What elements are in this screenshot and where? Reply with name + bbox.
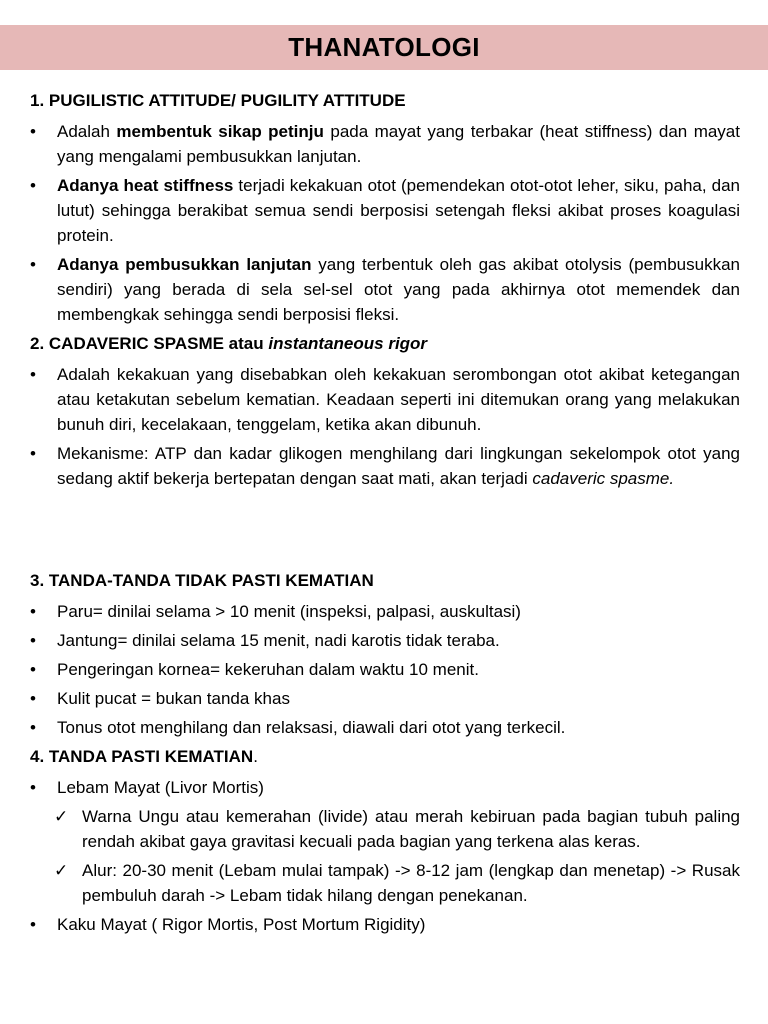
s2-b2-italic: cadaveric spasme. bbox=[532, 469, 675, 488]
list-item bbox=[30, 912, 740, 937]
s3-item-text: Tonus otot menghilang dan relaksasi, diawali dari otot yang terkecil. bbox=[57, 718, 566, 737]
s4-item2-text: Kaku Mayat ( Rigor Mortis, Post Mortum Rigidity) bbox=[57, 915, 426, 934]
list-item bbox=[30, 441, 740, 491]
page-title: THANATOLOGI bbox=[288, 32, 480, 62]
bullet-icon: • bbox=[30, 631, 36, 650]
s3-item-text: Paru= dinilai selama > 10 menit (inspeksi, palpasi, auskultasi) bbox=[57, 602, 521, 621]
s4-item1-text: Lebam Mayat (Livor Mortis) bbox=[57, 778, 264, 797]
s2-heading-pre: 2. CADAVERIC SPASME atau bbox=[30, 334, 269, 353]
spacer bbox=[30, 495, 740, 568]
list-item bbox=[30, 686, 740, 711]
s1-b3-post: yang terbentuk oleh gas akibat otolysis (pembusukkan sendiri) yang berada di sela sel-sel otot yang pada akhirnya otot memendek dan membengkak sehingga sendi berposisi fleksi. bbox=[57, 255, 740, 324]
s1-b1-post: pada mayat yang terbakar (heat stiffness) dan mayat yang mengalami pembusukkan lanjutan. bbox=[57, 122, 740, 166]
section-2-heading bbox=[30, 331, 740, 356]
bullet-icon: • bbox=[30, 122, 36, 141]
checkmark-icon: ✓ bbox=[54, 861, 69, 880]
s1-b1-bold: membentuk sikap petinju bbox=[116, 122, 324, 141]
bullet-icon: • bbox=[30, 915, 36, 934]
list-item bbox=[30, 599, 740, 624]
s1-b3-bold: Adanya pembusukkan lanjutan bbox=[57, 255, 312, 274]
s2-b1-text: Adalah kekakuan yang disebabkan oleh kekakuan serombongan otot akibat ketegangan atau ketakutan sebelum kematian. Keadaan seperti ini ditemukan orang yang melakukan bunuh diri, kecelakaan, tenggelam, ketika akan dibunuh. bbox=[57, 365, 740, 434]
list-item bbox=[30, 775, 740, 800]
section-1-heading: 1. PUGILISTIC ATTITUDE/ PUGILITY ATTITUDE bbox=[30, 91, 406, 110]
list-item bbox=[30, 362, 740, 437]
bullet-icon: • bbox=[30, 365, 36, 384]
list-item bbox=[30, 715, 740, 740]
bullet-icon: • bbox=[30, 255, 36, 274]
bullet-icon: • bbox=[30, 778, 36, 797]
slide-content bbox=[30, 88, 740, 941]
bullet-icon: • bbox=[30, 718, 36, 737]
s1-b2-bold: Adanya heat stiffness bbox=[57, 176, 234, 195]
bullet-icon: • bbox=[30, 689, 36, 708]
s4-heading-text: 4. TANDA PASTI KEMATIAN bbox=[30, 747, 254, 766]
list-item bbox=[30, 252, 740, 327]
section-4-heading bbox=[30, 744, 740, 769]
title-band bbox=[0, 25, 768, 70]
s2-heading-italic: instantaneous rigor bbox=[268, 334, 428, 353]
s1-b1-pre: Adalah bbox=[57, 122, 117, 141]
s3-item-text: Jantung= dinilai selama 15 menit, nadi karotis tidak teraba. bbox=[57, 631, 500, 650]
bullet-icon: • bbox=[30, 602, 36, 621]
bullet-icon: • bbox=[30, 176, 36, 195]
s3-item-text: Kulit pucat = bukan tanda khas bbox=[57, 689, 290, 708]
s1-b2-post: terjadi kekakuan otot (pemendekan otot-otot leher, siku, paha, dan lutut) sehingga berakibat semua sendi berposisi setengah fleksi akibat proses koagulasi protein. bbox=[57, 176, 740, 245]
list-item bbox=[30, 173, 740, 248]
section-3-heading: 3. TANDA-TANDA TIDAK PASTI KEMATIAN bbox=[30, 571, 374, 590]
bullet-icon: • bbox=[30, 444, 36, 463]
list-item bbox=[30, 119, 740, 169]
list-item bbox=[30, 628, 740, 653]
s4-sub-text: Warna Ungu atau kemerahan (livide) atau merah kebiruan pada bagian tubuh paling rendah akibat gaya gravitasi kecuali pada bagian yang terkena alas keras. bbox=[82, 807, 740, 851]
sub-list-item bbox=[30, 858, 740, 908]
s2-b2-text: Mekanisme: ATP dan kadar glikogen menghilang dari lingkungan sekelompok otot yang sedang aktif bekerja bertepatan dengan saat mati, akan terjadi bbox=[57, 444, 740, 488]
checkmark-icon: ✓ bbox=[54, 807, 69, 826]
bullet-icon: • bbox=[30, 660, 36, 679]
sub-list-item bbox=[30, 804, 740, 854]
list-item bbox=[30, 657, 740, 682]
s4-sub-text: Alur: 20-30 menit (Lebam mulai tampak) -> 8-12 jam (lengkap dan menetap) -> Rusak pembuluh darah -> Lebam tidak hilang dengan penekanan. bbox=[82, 861, 740, 905]
s3-item-text: Pengeringan kornea= kekeruhan dalam waktu 10 menit. bbox=[57, 660, 479, 679]
s4-heading-suffix: . bbox=[253, 747, 258, 766]
